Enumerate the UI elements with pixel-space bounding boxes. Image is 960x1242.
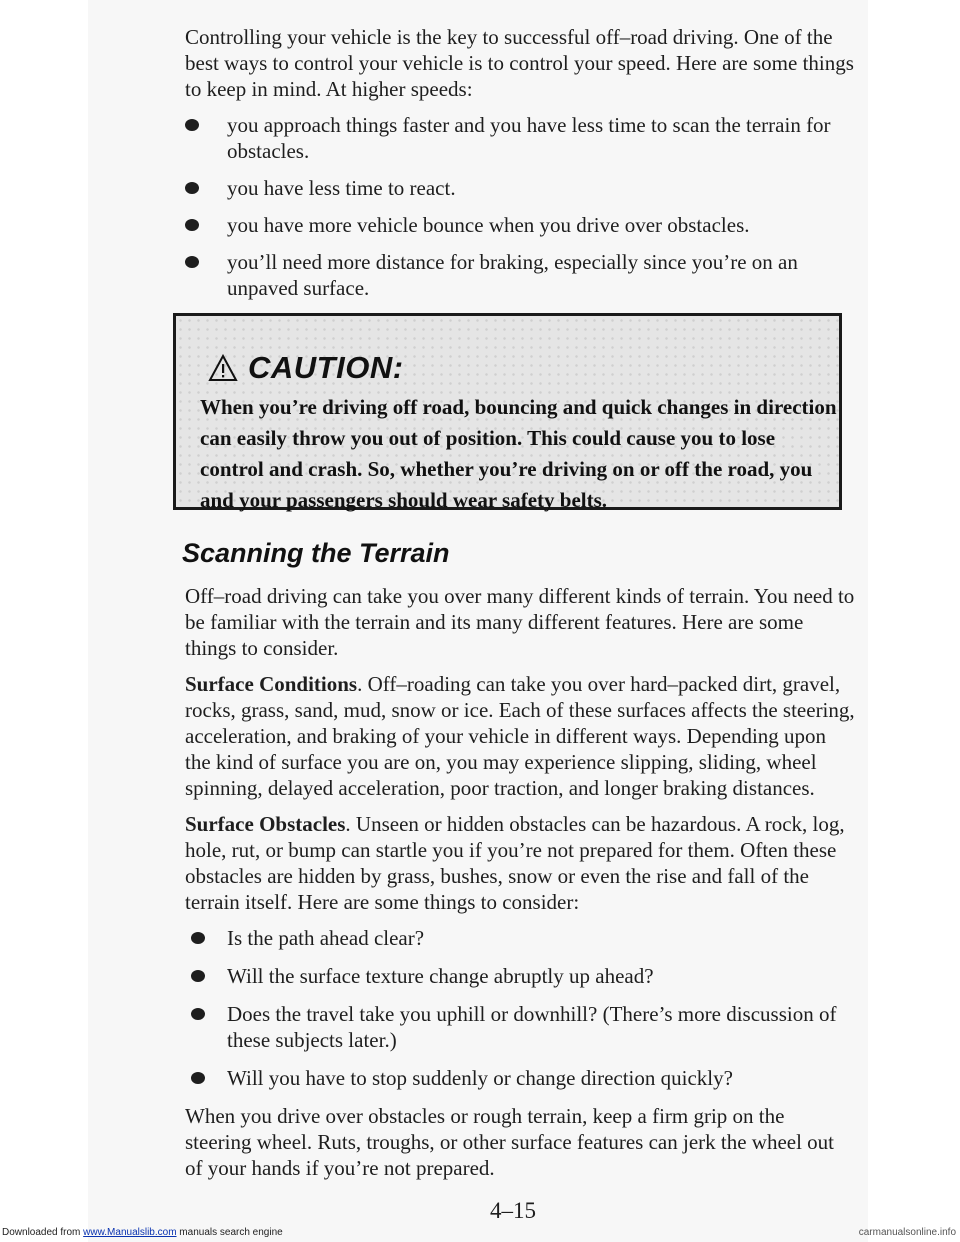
list-item: Does the travel take you uphill or downhill? (There’s more discussion of these subjects later.) xyxy=(191,1001,855,1053)
manualslib-link[interactable]: www.Manualslib.com xyxy=(83,1227,177,1238)
bullet-icon xyxy=(191,1072,205,1084)
bullet-icon xyxy=(185,182,199,194)
surface-conditions-label: Surface Conditions xyxy=(185,672,358,696)
caution-header xyxy=(208,350,839,386)
list-item: you’ll need more distance for braking, especially since you’re on an unpaved surface. xyxy=(185,249,855,301)
surface-obstacles-paragraph: Surface Obstacles. Unseen or hidden obstacles can be hazardous. A rock, log, hole, rut, or bump can startle you if you’re not prepared for them. Often these obstacles are hidden by grass, bushes, snow or even the rise and fall of the terrain itself. Here are some things to consider: xyxy=(185,812,845,914)
site-watermark: carmanualsonline.info xyxy=(858,1227,956,1238)
warning-triangle-icon xyxy=(208,354,238,382)
bullet-icon xyxy=(191,1008,205,1020)
caution-title: CAUTION: xyxy=(248,350,404,385)
bullet-icon xyxy=(185,119,199,131)
list-item: you approach things faster and you have less time to scan the terrain for obstacles. xyxy=(185,112,855,164)
list-item: Will the surface texture change abruptly up ahead? xyxy=(191,963,855,989)
list-item: you have more vehicle bounce when you drive over obstacles. xyxy=(185,212,855,238)
bullet-icon xyxy=(191,970,205,982)
page-number: 4–15 xyxy=(490,1198,536,1223)
bullet-icon xyxy=(185,219,199,231)
bullet-icon xyxy=(191,932,205,944)
page-content xyxy=(182,24,855,1191)
list-item: Is the path ahead clear? xyxy=(191,925,855,951)
surface-conditions-paragraph: Surface Conditions. Off–roading can take you over hard–packed dirt, gravel, rocks, grass, sand, mud, snow or ice. Each of these surfaces affects the steering, acceleration, and braking of your vehicle in different ways. Depending upon the kind of surface you are on, you may experience slipping, sliding, wheel spinning, delayed acceleration, poor traction, and longer braking distances. xyxy=(185,672,855,800)
closing-paragraph: When you drive over obstacles or rough terrain, keep a firm grip on the steering wheel. Ruts, troughs, or other surface features can jerk the wheel out of your hands if you’re not prepared. xyxy=(185,1104,835,1180)
speed-bullet-list xyxy=(185,112,855,301)
section-heading: Scanning the Terrain xyxy=(182,538,450,568)
list-item: you have less time to react. xyxy=(185,175,855,201)
list-item: Will you have to stop suddenly or change direction quickly? xyxy=(191,1065,855,1091)
caution-box xyxy=(173,313,842,510)
bullet-icon xyxy=(185,256,199,268)
section-intro: Off–road driving can take you over many different kinds of terrain. You need to be familiar with the terrain and its many different features. Here are some things to consider. xyxy=(185,584,855,660)
intro-paragraph: Controlling your vehicle is the key to successful off–road driving. One of the best ways to control your vehicle is to control your speed. Here are some things to keep in mind. At higher speeds: xyxy=(185,25,854,101)
obstacle-bullet-list xyxy=(191,925,855,1091)
download-footer: Downloaded from www.Manualslib.com manuals search engine xyxy=(2,1227,283,1238)
caution-text: When you’re driving off road, bouncing and quick changes in direction can easily throw you out of position. This could cause you to lose control and crash. So, whether you’re driving on or off the road, you and your passengers should wear safety belts. xyxy=(200,395,837,512)
surface-obstacles-label: Surface Obstacles xyxy=(185,812,346,836)
